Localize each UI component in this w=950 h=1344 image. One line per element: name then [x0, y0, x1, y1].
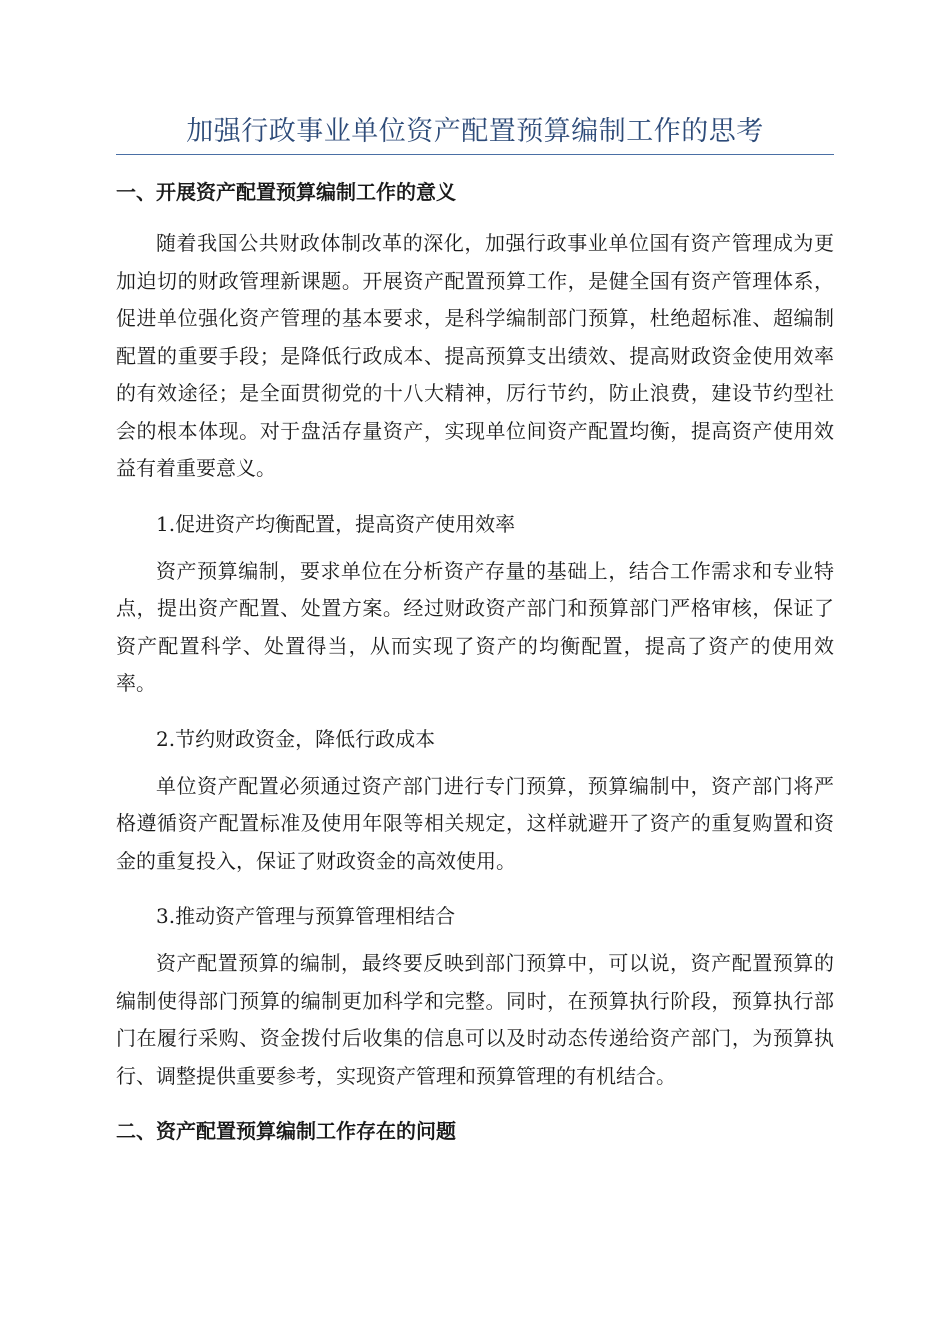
section-1-intro-paragraph: 随着我国公共财政体制改革的深化，加强行政事业单位国有资产管理成为更加迫切的财政管理新课题。开展资产配置预算工作，是健全国有资产管理体系，促进单位强化资产管理的基本要求，是科学编制部门预算，杜绝超标准、超编制配置的重要手段；是降低行政成本、提高预算支出绩效、提高财政资金使用效率的有效途径；是全面贯彻党的十八大精神，厉行节约，防止浪费，建设节约型社会的根本体现。对于盘活存量资产，实现单位间资产配置均衡，提高资产使用效益有着重要意义。 — [116, 231, 834, 480]
point-3-heading: 3.推动资产管理与预算管理相结合 — [156, 904, 456, 928]
point-1-paragraph: 资产预算编制，要求单位在分析资产存量的基础上，结合工作需求和专业特点，提出资产配置、处置方案。经过财政资产部门和预算部门严格审核，保证了资产配置科学、处置得当，从而实现了资产的均衡配置，提高了资产的使用效率。 — [116, 558, 834, 695]
point-2-heading: 2.节约财政资金，降低行政成本 — [156, 726, 436, 751]
document-title: 加强行政事业单位资产配置预算编制工作的思考 — [186, 116, 764, 147]
point-3-paragraph: 资产配置预算的编制，最终要反映到部门预算中，可以说，资产配置预算的编制使得部门预算的编制更加科学和完整。同时，在预算执行阶段，预算执行部门在履行采购、资金拨付后收集的信息可以及时动态传递给资产部门，为预算执行、调整提供重要参考，实现资产管理和预算管理的有机结合。 — [116, 951, 834, 1088]
section-heading-1: 一、开展资产配置预算编制工作的意义 — [116, 180, 456, 204]
point-2-paragraph: 单位资产配置必须通过资产部门进行专门预算，预算编制中，资产部门将严格遵循资产配置标准及使用年限等相关规定，这样就避开了资产的重复购置和资金的重复投入，保证了财政资金的高效使用。 — [116, 773, 834, 873]
title-underline — [116, 154, 834, 155]
document-body — [116, 172, 834, 1151]
point-1-heading: 1.促进资产均衡配置，提高资产使用效率 — [156, 511, 516, 536]
section-heading-2: 二、资产配置预算编制工作存在的问题 — [116, 1119, 456, 1143]
